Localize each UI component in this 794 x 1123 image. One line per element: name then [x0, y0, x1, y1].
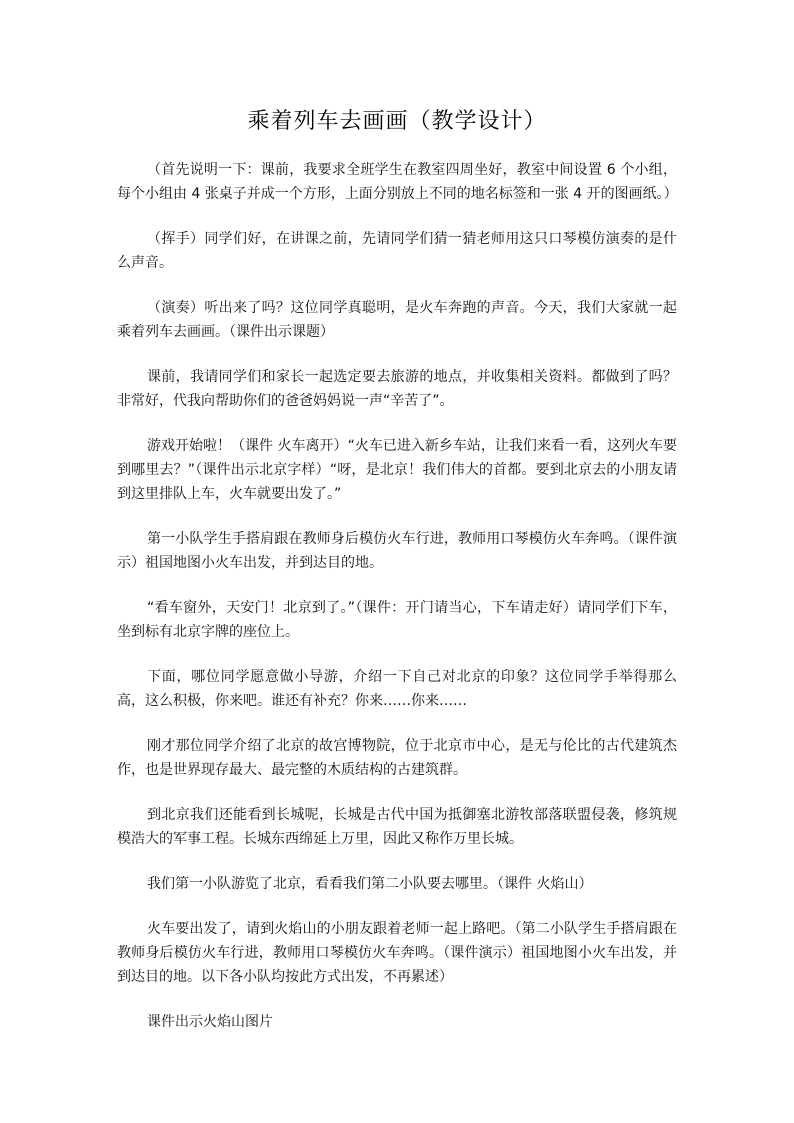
paragraph-8: 下面，哪位同学愿意做小导游，介绍一下自己对北京的印象？这位同学手举得那么高，这么积极，你来吧。谁还有补充？你来……你来…… — [117, 669, 677, 709]
paragraph-13: 课件出示火焰山图片 — [147, 1014, 273, 1030]
document-body — [117, 158, 677, 1055]
document-title: 乘着列车去画画（教学设计） — [247, 109, 547, 134]
paragraph-11: 我们第一小队游览了北京，看看我们第二小队要去哪里。（课件 火焰山） — [147, 876, 593, 892]
paragraph-4: 课前，我请同学们和家长一起选定要去旅游的地点，并收集相关资料。都做到了吗？非常好，代我向帮助你们的爸爸妈妈说一声“辛苦了”。 — [117, 369, 677, 409]
paragraph-3: （演奏）听出来了吗？这位同学真聪明，是火车奔跑的声音。今天，我们大家就一起乘着列车去画画。（课件出示课题） — [117, 300, 677, 340]
paragraph-7: “看车窗外，天安门！北京到了。”（课件：开门请当心，下车请走好）请同学们下车，坐到标有北京字牌的座位上。 — [117, 600, 677, 640]
paragraph-12: 火车要出发了，请到火焰山的小朋友跟着老师一起上路吧。（第二小队学生手搭肩跟在教师身后模仿火车行进，教师用口琴模仿火车奔鸣。（课件演示）祖国地图小火车出发，并到达目的地。以下各小队均按此方式出发，不再累述） — [117, 921, 677, 985]
paragraph-10: 到北京我们还能看到长城呢，长城是古代中国为抵御塞北游牧部落联盟侵袭，修筑规模浩大的军事工程。长城东西绵延上万里，因此又称作万里长城。 — [117, 807, 677, 847]
paragraph-1: （首先说明一下：课前，我要求全班学生在教室四周坐好，教室中间设置 6 个小组，每个小组由 4 张桌子并成一个方形，上面分别放上不同的地名标签和一张 4 开的图画纸。） — [117, 162, 678, 202]
paragraph-5: 游戏开始啦！（课件 火车离开）“火车已进入新乡车站，让我们来看一看，这列火车要到哪里去？”（课件出示北京字样）“呀，是北京！我们伟大的首都。要到北京去的小朋友请到这里排队上车，火车就要出发了。” — [117, 438, 677, 502]
paragraph-6: 第一小队学生手搭肩跟在教师身后模仿火车行进，教师用口琴模仿火车奔鸣。（课件演示）祖国地图小火车出发，并到达目的地。 — [117, 531, 677, 571]
paragraph-9: 刚才那位同学介绍了北京的故宫博物院，位于北京市中心，是无与伦比的古代建筑杰作，也是世界现存最大、最完整的木质结构的古建筑群。 — [117, 738, 677, 778]
paragraph-2: （挥手）同学们好，在讲课之前，先请同学们猜一猜老师用这只口琴模仿演奏的是什么声音。 — [117, 231, 677, 271]
